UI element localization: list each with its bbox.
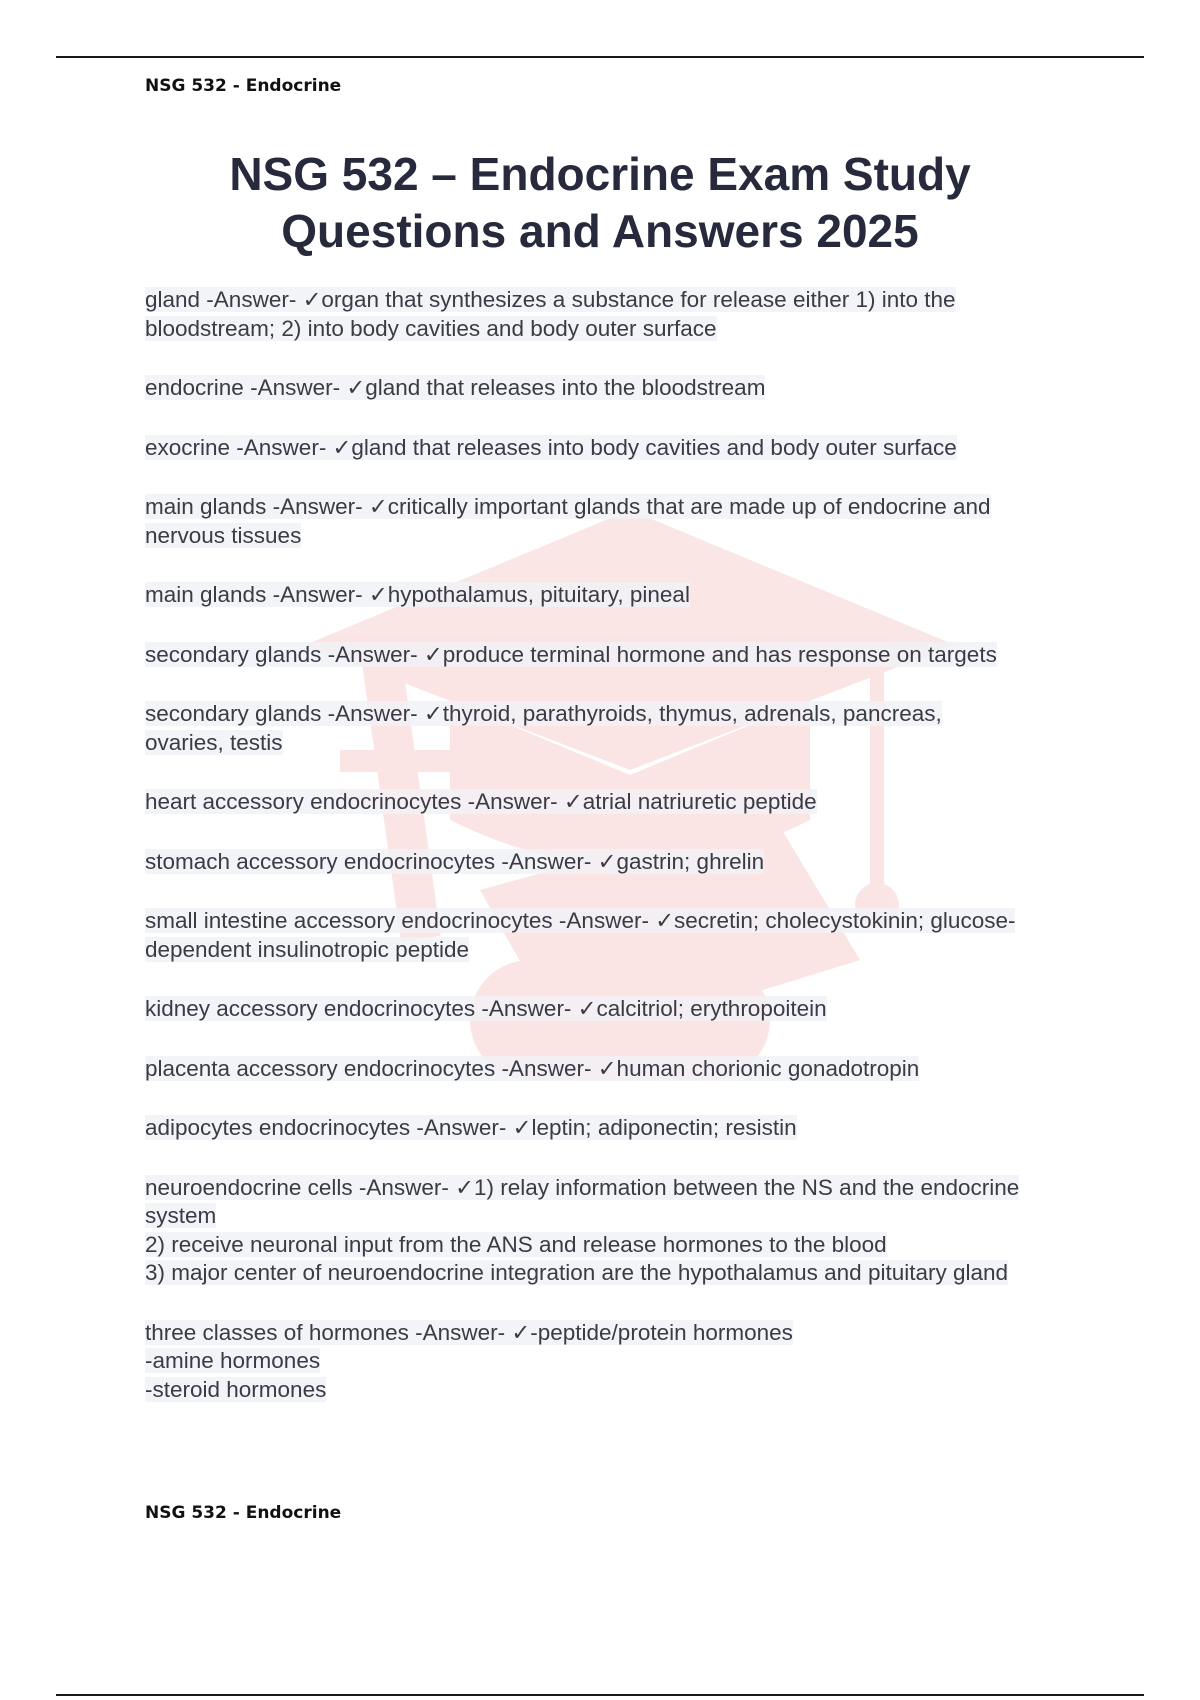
qa-text: heart accessory endocrinocytes -Answer- ✓atrial natriuretic peptide xyxy=(145,789,817,814)
qa-text: secondary glands -Answer- ✓thyroid, parathyroids, thymus, adrenals, pancreas, xyxy=(145,701,942,726)
top-rule xyxy=(56,56,1144,58)
qa-item xyxy=(145,1174,1105,1288)
qa-line xyxy=(145,1114,1105,1143)
qa-item xyxy=(145,995,1105,1024)
qa-text: three classes of hormones -Answer- ✓-peptide/protein hormones xyxy=(145,1319,793,1345)
qa-line xyxy=(145,522,1105,551)
qa-line xyxy=(145,641,1105,670)
qa-text: bloodstream; 2) into body cavities and body outer surface xyxy=(145,315,717,341)
title-line-2: Questions and Answers 2025 xyxy=(281,205,919,257)
qa-item xyxy=(145,493,1105,550)
qa-text: stomach accessory endocrinocytes -Answer- ✓gastrin; ghrelin xyxy=(145,848,765,874)
qa-line xyxy=(145,995,1105,1024)
qa-line xyxy=(145,848,1105,877)
qa-item xyxy=(145,581,1105,610)
qa-line xyxy=(145,1347,1105,1376)
qa-line xyxy=(145,315,1105,344)
qa-line xyxy=(145,434,1105,463)
qa-text: gland -Answer- ✓organ that synthesizes a substance for release either 1) into the xyxy=(145,287,956,312)
qa-line xyxy=(145,1319,1105,1348)
qa-text: endocrine -Answer- ✓gland that releases into the bloodstream xyxy=(145,375,766,400)
qa-line xyxy=(145,1202,1105,1231)
qa-text: 2) receive neuronal input from the ANS and release hormones to the blood xyxy=(145,1231,887,1257)
qa-list xyxy=(145,286,1105,1435)
page-title xyxy=(100,146,1100,260)
qa-item xyxy=(145,1319,1105,1405)
qa-item xyxy=(145,700,1105,757)
qa-text: secondary glands -Answer- ✓produce terminal hormone and has response on targets xyxy=(145,641,997,667)
qa-item xyxy=(145,907,1105,964)
qa-text: small intestine accessory endocrinocytes -Answer- ✓secretin; cholecystokinin; glucose- xyxy=(145,908,1016,933)
qa-text: -steroid hormones xyxy=(145,1376,327,1402)
qa-text: placenta accessory endocrinocytes -Answer- ✓human chorionic gonadotropin xyxy=(145,1055,920,1081)
qa-line xyxy=(145,1376,1105,1405)
qa-text: main glands -Answer- ✓hypothalamus, pituitary, pineal xyxy=(145,582,690,607)
qa-text: ovaries, testis xyxy=(145,729,283,755)
qa-text: dependent insulinotropic peptide xyxy=(145,936,469,962)
qa-text: neuroendocrine cells -Answer- ✓1) relay information between the NS and the endocrine xyxy=(145,1174,1020,1200)
qa-line xyxy=(145,729,1105,758)
qa-line xyxy=(145,1231,1105,1260)
qa-line xyxy=(145,1055,1105,1084)
qa-text: -amine hormones xyxy=(145,1348,321,1373)
qa-line xyxy=(145,1174,1105,1203)
qa-item xyxy=(145,641,1105,670)
running-header: NSG 532 - Endocrine xyxy=(145,76,342,96)
bottom-rule xyxy=(56,1694,1144,1696)
qa-item xyxy=(145,1055,1105,1084)
qa-item xyxy=(145,1114,1105,1143)
qa-item xyxy=(145,286,1105,343)
qa-text: main glands -Answer- ✓critically important glands that are made up of endocrine and xyxy=(145,494,991,519)
qa-line xyxy=(145,788,1105,817)
qa-text: kidney accessory endocrinocytes -Answer- ✓calcitriol; erythropoitein xyxy=(145,996,827,1021)
qa-text: 3) major center of neuroendocrine integration are the hypothalamus and pituitary gland xyxy=(145,1260,1009,1285)
qa-line xyxy=(145,1259,1105,1288)
qa-line xyxy=(145,374,1105,403)
qa-item xyxy=(145,848,1105,877)
title-line-1: NSG 532 – Endocrine Exam Study xyxy=(229,148,971,200)
qa-text: system xyxy=(145,1203,217,1228)
qa-line xyxy=(145,581,1105,610)
qa-text: exocrine -Answer- ✓gland that releases into body cavities and body outer surface xyxy=(145,434,957,460)
qa-text: nervous tissues xyxy=(145,522,302,548)
qa-line xyxy=(145,286,1105,315)
qa-item xyxy=(145,374,1105,403)
qa-text: adipocytes endocrinocytes -Answer- ✓leptin; adiponectin; resistin xyxy=(145,1115,797,1140)
qa-line xyxy=(145,700,1105,729)
qa-line xyxy=(145,493,1105,522)
qa-line xyxy=(145,907,1105,936)
running-footer: NSG 532 - Endocrine xyxy=(145,1503,342,1523)
qa-item xyxy=(145,788,1105,817)
qa-item xyxy=(145,434,1105,463)
qa-line xyxy=(145,936,1105,965)
